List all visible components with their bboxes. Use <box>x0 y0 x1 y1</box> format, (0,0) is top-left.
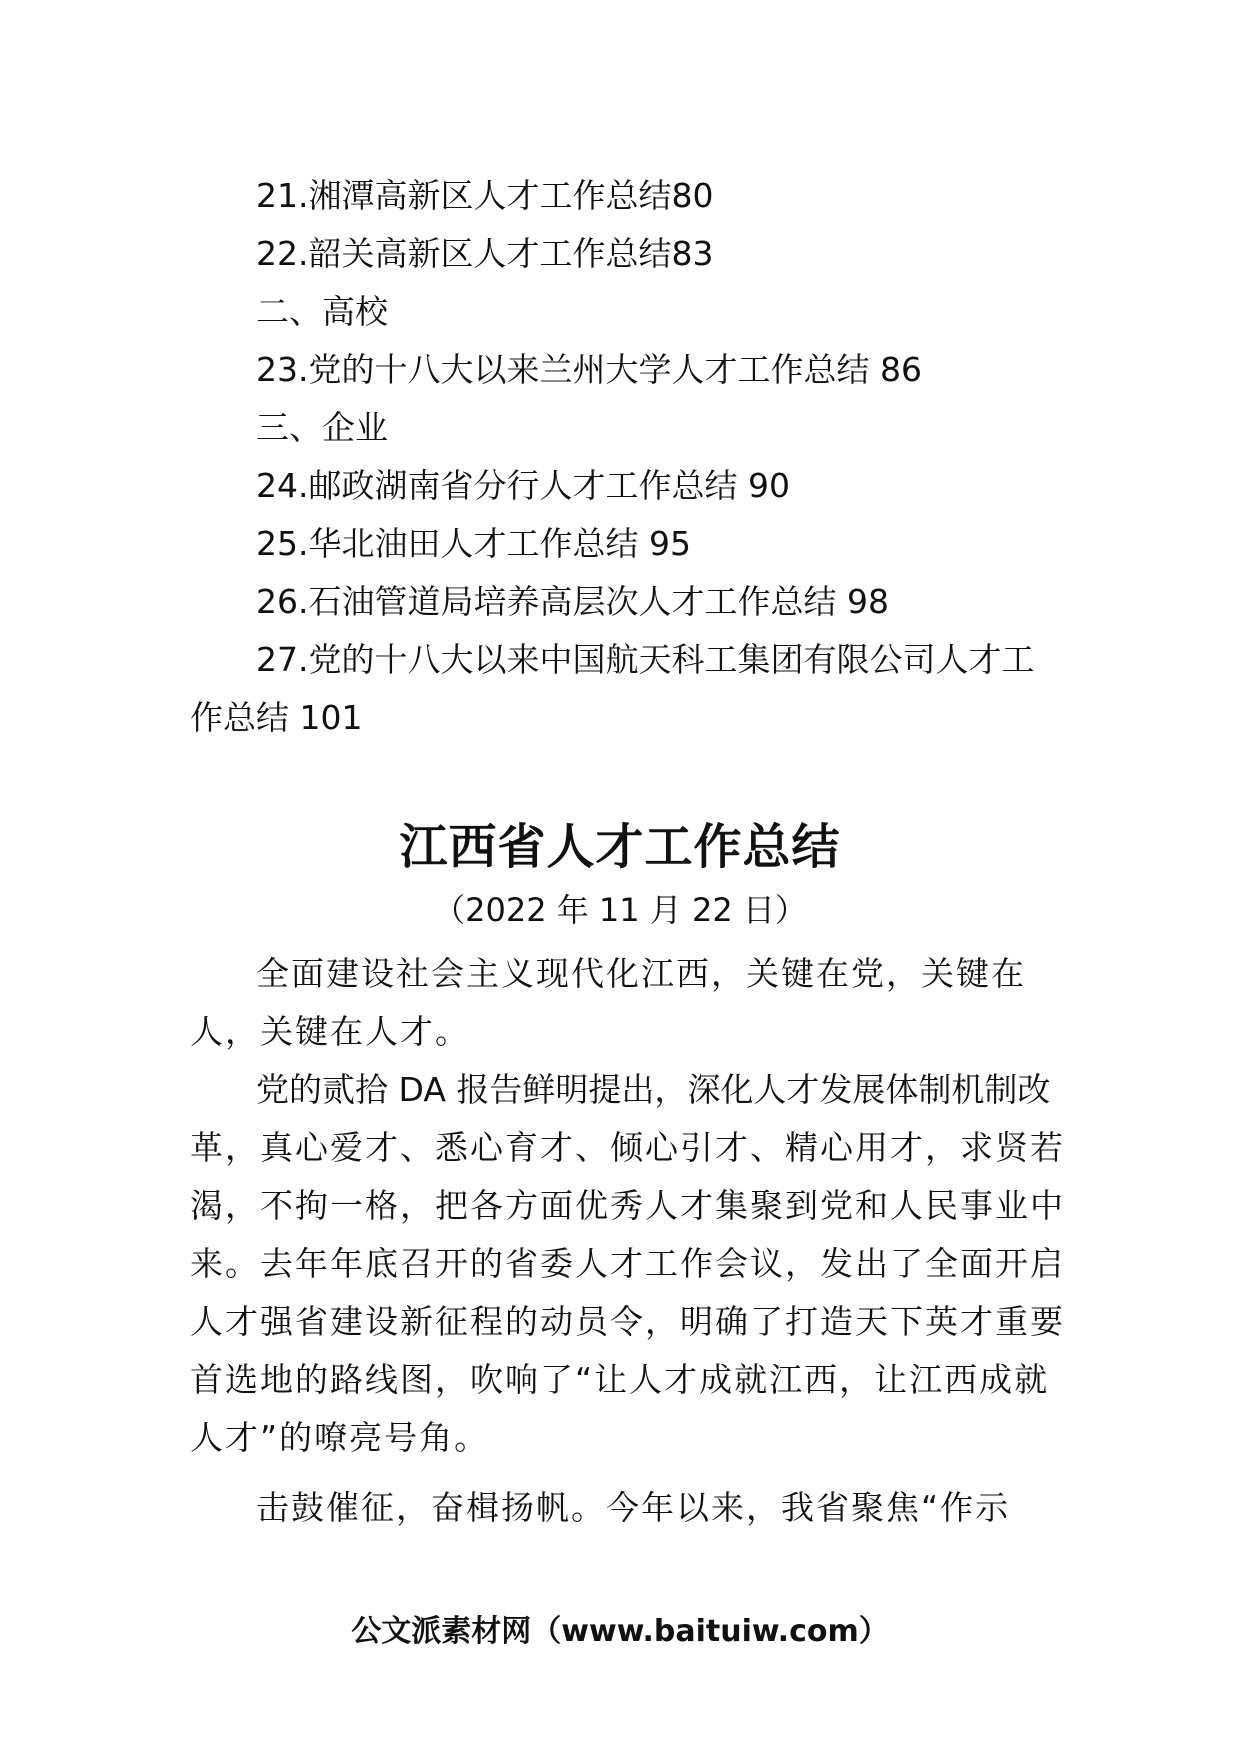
toc-item: 26.石油管道局培养高层次人才工作总结 98 <box>256 582 889 621</box>
toc-item: 23.党的十八大以来兰州大学人才工作总结 86 <box>256 350 922 389</box>
body-line: 首选地的路线图，吹响了“让人才成就江西，让江西成就 <box>190 1360 1050 1399</box>
body-line: 击鼓催征，奋楫扬帆。今年以来，我省聚焦“作示 <box>256 1488 1011 1527</box>
body-line: 人才强省建设新征程的动员令，明确了打造天下英才重要 <box>190 1302 1065 1341</box>
body-line: 党的贰拾 DA 报告鲜明提出，深化人才发展体制机制改 <box>256 1070 1051 1109</box>
toc-item: 22.韶关高新区人才工作总结83 <box>256 234 714 273</box>
footer-source: 公文派素材网（www.baituiw.com） <box>351 1614 889 1649</box>
body-line: 人，关键在人才。 <box>190 1012 470 1051</box>
body-line: 全面建设社会主义现代化江西，关键在党，关键在 <box>256 954 1026 993</box>
toc-item: 25.华北油田人才工作总结 95 <box>256 524 691 563</box>
body-line: 革，真心爱才、悉心育才、倾心引才、精心用才，求贤若 <box>190 1128 1065 1167</box>
body-line: 人才”的嘹亮号角。 <box>190 1418 490 1457</box>
toc-item-continued: 作总结 101 <box>190 698 363 737</box>
body-line: 来。去年年底召开的省委人才工作会议，发出了全面开启 <box>190 1244 1065 1283</box>
toc-item: 24.邮政湖南省分行人才工作总结 90 <box>256 466 790 505</box>
toc-section-heading: 二、高校 <box>256 292 388 331</box>
toc-item: 21.湘潭高新区人才工作总结80 <box>256 176 714 215</box>
article-title: 江西省人才工作总结 <box>399 819 841 875</box>
toc-section-heading: 三、企业 <box>256 408 388 447</box>
article-date: （2022 年 11 月 22 日） <box>433 891 807 929</box>
toc-item: 27.党的十八大以来中国航天科工集团有限公司人才工 <box>256 640 1035 679</box>
body-line: 渴，不拘一格，把各方面优秀人才集聚到党和人民事业中 <box>190 1186 1065 1225</box>
